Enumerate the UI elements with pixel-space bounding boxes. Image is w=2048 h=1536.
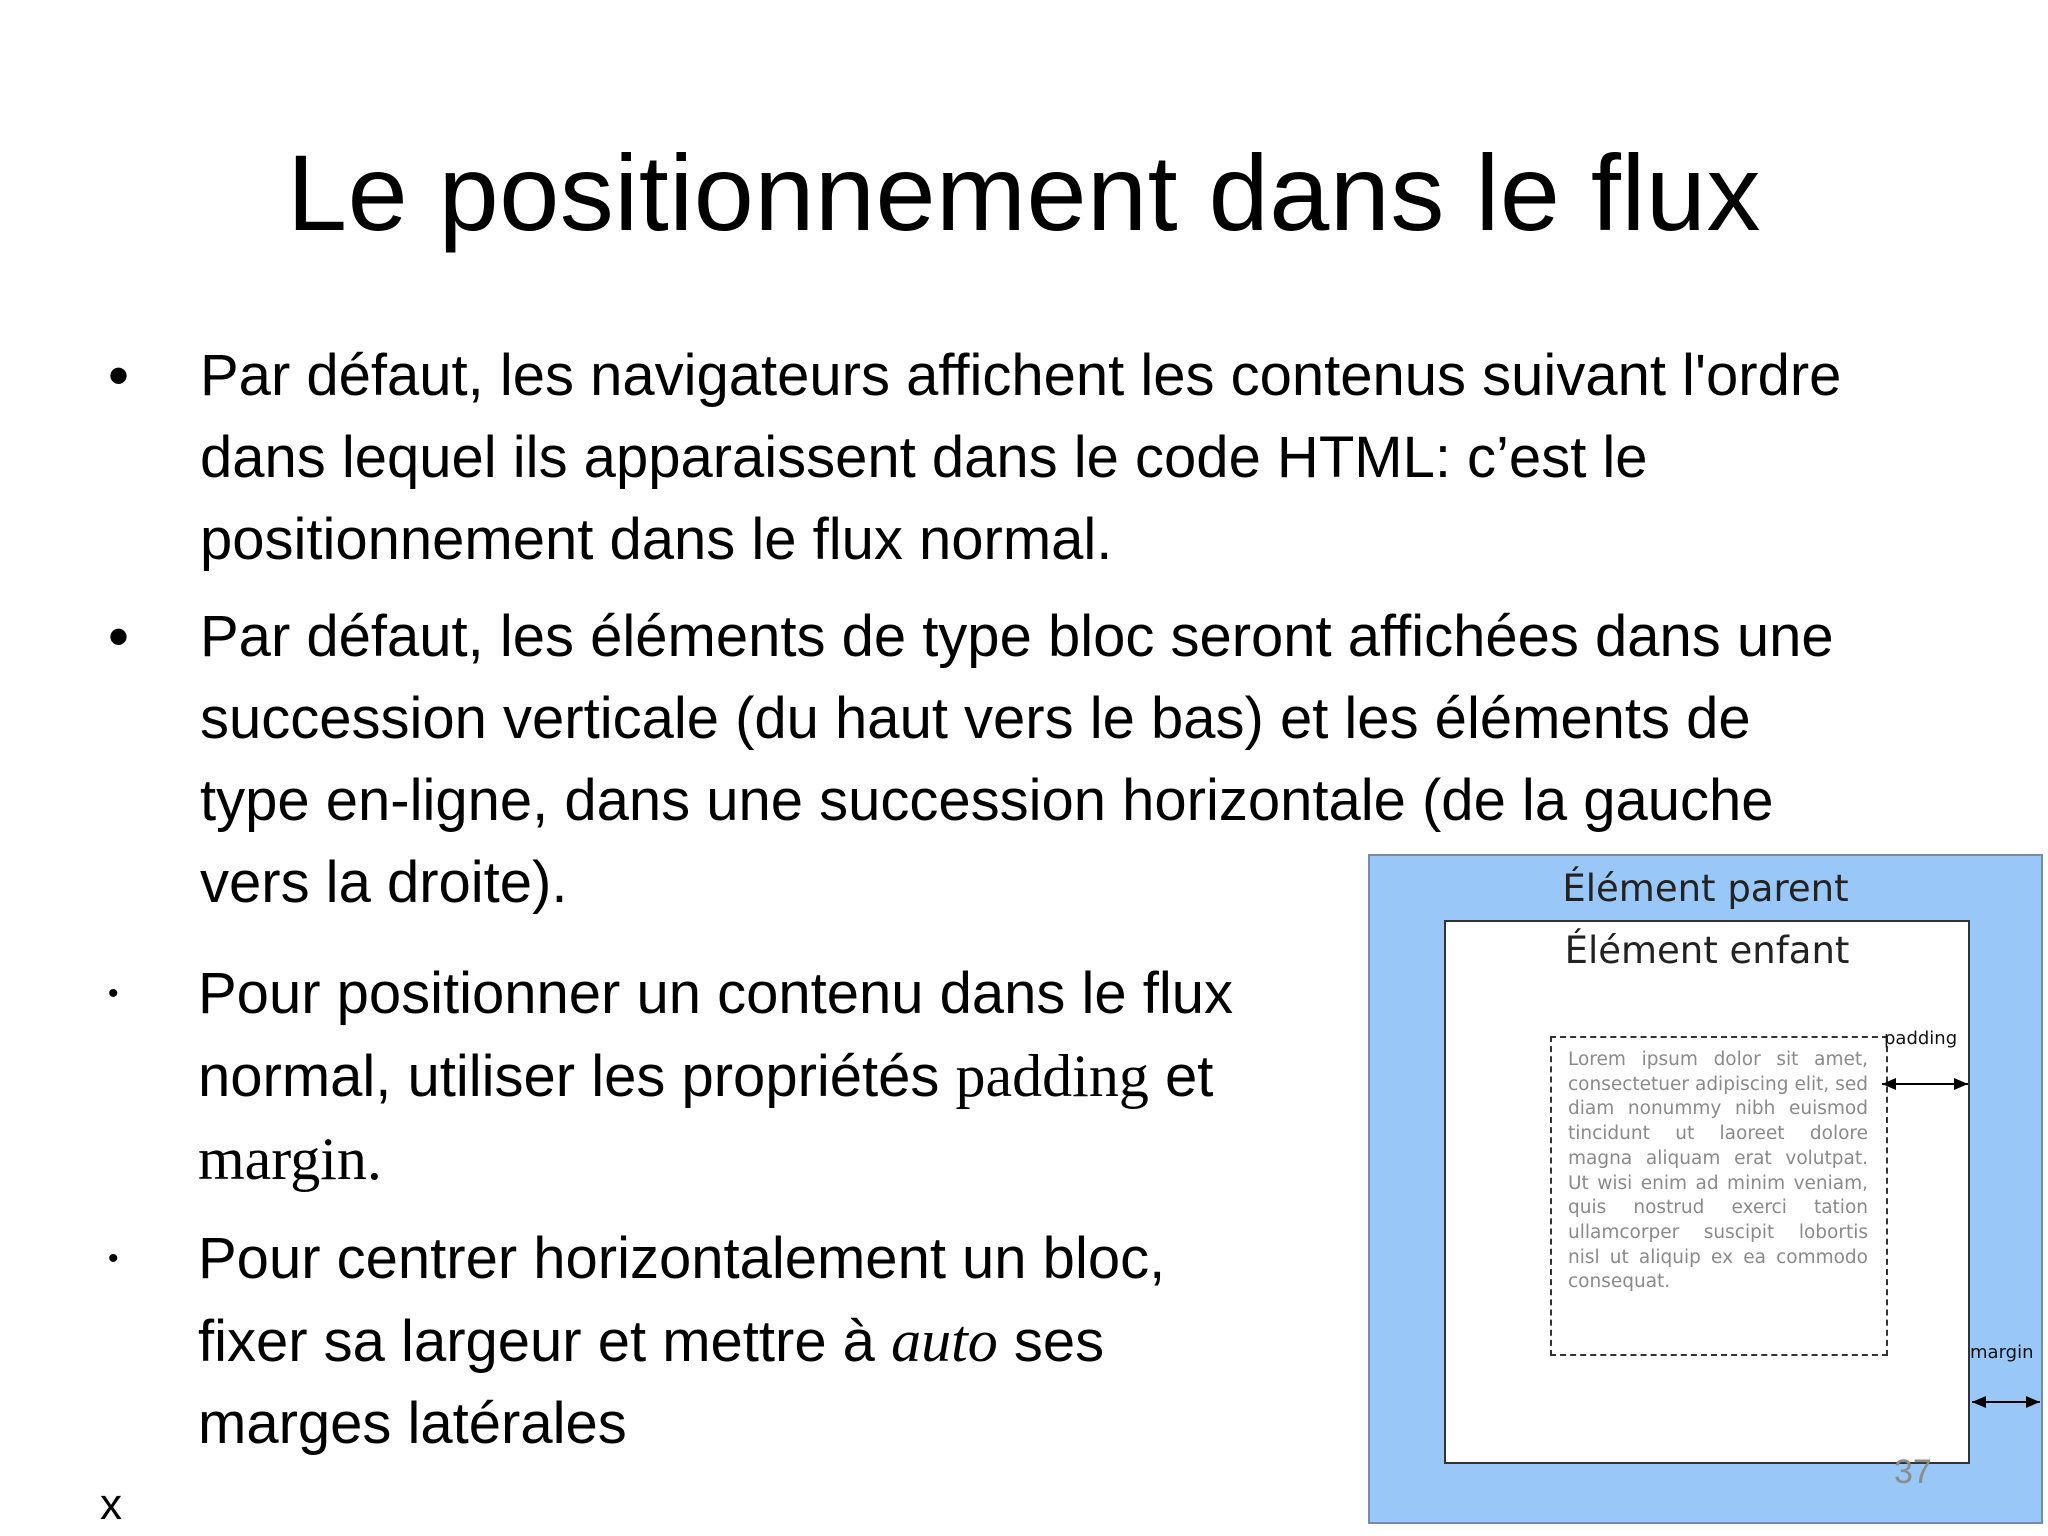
bullet-3-line-2 xyxy=(198,1035,1233,1118)
bullet-symbol: • xyxy=(108,977,119,1010)
bullet-4-line-2 xyxy=(198,1300,1165,1383)
slide-title: Le positionnement dans le flux xyxy=(287,132,1761,253)
bullet-3-line-2-end: et xyxy=(1148,1044,1214,1109)
margin-label: margin xyxy=(1970,1342,2034,1363)
content-box xyxy=(1550,1036,1888,1356)
bullet-symbol: • xyxy=(108,603,130,670)
emphasis-auto: auto xyxy=(891,1308,998,1374)
bullet-paragraph-4 xyxy=(198,1218,1165,1465)
bullet-2-line-3: type en-ligne, dans une succession horizontale (de la gauche xyxy=(200,768,1774,833)
padding-label: padding xyxy=(1884,1028,1958,1049)
bullet-3-line-3-end: . xyxy=(366,1126,382,1192)
bullet-4-line-2-end: ses xyxy=(997,1309,1105,1374)
bullet-3-line-1: Pour positionner un contenu dans le flux xyxy=(198,961,1234,1026)
bullet-1-line-3: positionnement dans le flux normal. xyxy=(200,507,1113,572)
child-element-label: Élément enfant xyxy=(1564,929,1850,972)
bullet-paragraph-3 xyxy=(198,953,1233,1201)
bullet-3-line-2-text: normal, utiliser les propriétés xyxy=(198,1044,956,1109)
bullet-1-line-1: Par défaut, les navigateurs affichent les contenus suivant l'ordre xyxy=(200,343,1842,408)
bullet-paragraph-1 xyxy=(200,335,1841,581)
bullet-4-line-3: marges latérales xyxy=(198,1391,627,1456)
bullet-symbol: • xyxy=(108,342,130,409)
bullet-2-line-4: vers la droite). xyxy=(200,850,568,915)
bullet-2-line-2: succession verticale (du haut vers le bas) et les éléments de xyxy=(200,686,1751,751)
bullet-symbol: • xyxy=(108,1242,119,1275)
footer-mark: x xyxy=(100,1480,122,1529)
box-model-diagram xyxy=(1368,854,2043,1524)
padding-arrow-icon xyxy=(1880,1074,1970,1094)
margin-arrow-icon xyxy=(1970,1392,2042,1412)
lorem-text: Lorem ipsum dolor sit amet, consectetuer adipiscing elit, sed diam nonummy nibh euismod tincidunt ut laoreet dolore magna aliquam erat volutpat. Ut wisi enim ad minim veniam, quis nostrud exerci tation ullamcorper suscipit lobortis nisl ut aliquip ex ea commodo consequat. xyxy=(1568,1049,1868,1293)
bullet-1-line-2: dans lequel ils apparaissent dans le code HTML: c’est le xyxy=(200,425,1648,490)
bullet-3-line-3 xyxy=(198,1118,1233,1201)
parent-element-label: Élément parent xyxy=(1562,867,1849,910)
page-number: 37 xyxy=(1894,1453,1932,1491)
child-element-box xyxy=(1444,920,1970,1464)
bullet-4-line-1: Pour centrer horizontalement un bloc, xyxy=(198,1226,1166,1291)
bullet-2-line-1: Par défaut, les éléments de type bloc seront affichées dans une xyxy=(200,604,1834,669)
code-margin: margin xyxy=(198,1126,367,1192)
bullet-4-line-2-text: fixer sa largeur et mettre à xyxy=(198,1309,892,1374)
code-padding: padding xyxy=(955,1043,1149,1109)
